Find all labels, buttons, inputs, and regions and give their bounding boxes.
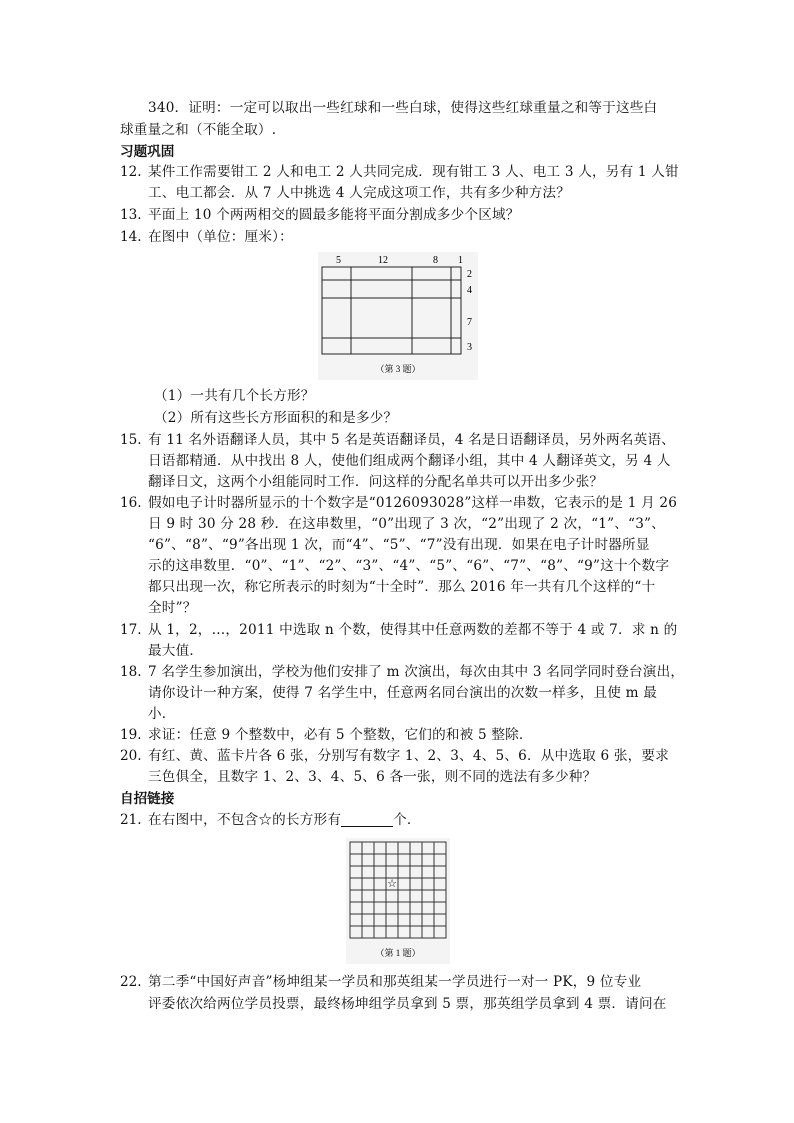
height-label: 3 <box>467 342 472 353</box>
figure-rectangle-grid <box>318 252 478 380</box>
width-label: 5 <box>336 255 341 266</box>
question-number: 18. <box>120 664 142 680</box>
rectangle-grid-svg <box>318 252 478 380</box>
question-16-line-4: 示的这串数里．“0”、“1”、“2”、“3”、“4”、“5”、“6”、“7”、“8”、“9”这十个数字 <box>148 558 670 574</box>
section-heading-practice: 习题巩固 <box>120 144 175 160</box>
question-17-line-1: 从 1，2，…，2011 中选取 n 个数，使得其中任意两数的差都不等于 4 或 7．求 n 的 <box>148 622 678 638</box>
question-14-line-1: 在图中（单位：厘米）： <box>148 229 293 245</box>
square-grid-svg <box>346 838 450 964</box>
question-22-line-1: 第二季“中国好声音”杨坤组某一学员和那英组某一学员进行一对一 PK，9 位专业 <box>148 974 642 990</box>
question-16-line-3: “6”、“8”、“9”各出现 1 次，而“4”、“5”、“7”没有出现．如果在电子计时器所显 <box>148 537 650 553</box>
width-label: 12 <box>378 255 388 266</box>
question-21-text-after: 个． <box>393 812 421 828</box>
height-label: 7 <box>467 317 472 328</box>
question-14-sub-2: （2）所有这些长方形面积的和是多少？ <box>154 410 398 426</box>
intro-line-2: 球重量之和（不能全取）. <box>120 122 277 138</box>
question-number: 22. <box>120 974 142 990</box>
width-label: 8 <box>433 255 438 266</box>
figure-caption: （第 1 题） <box>375 948 421 958</box>
question-12-line-1: 某件工作需要钳工 2 人和电工 2 人共同完成．现有钳工 3 人、电工 3 人，另有 1 人钳 <box>148 164 679 180</box>
question-18-line-2: 请你设计一种方案，使得 7 名学生中，任意两名同台演出的次数一样多，且使 m 最 <box>148 685 658 701</box>
question-21-text-before: 在右图中，不包含☆的长方形有 <box>148 812 342 828</box>
height-label: 4 <box>467 285 472 296</box>
question-18-line-1: 7 名学生参加演出，学校为他们安排了 m 次演出，每次由其中 3 名同学同时登台演出， <box>148 664 685 680</box>
question-number: 16. <box>120 495 142 511</box>
question-15-line-3: 翻译日文，这两个小组能同时工作．问这样的分配名单共可以开出多少张？ <box>148 474 604 490</box>
star-icon: ☆ <box>387 878 397 890</box>
question-number: 17. <box>120 622 142 638</box>
figure-square-grid <box>346 838 450 964</box>
question-number: 13. <box>120 207 142 223</box>
question-number: 14. <box>120 229 142 245</box>
figure-caption: （第 3 题） <box>375 364 421 374</box>
question-16-line-1: 假如电子计时器所显示的十个数字是“0126093028”这样一串数，它表示的是 1 月 26 <box>148 495 678 511</box>
question-20-line-2: 三色俱全，且数字 1、2、3、4、5、6 各一张，则不同的选法有多少种？ <box>148 769 597 785</box>
question-number: 19. <box>120 727 142 743</box>
question-15-line-2: 日语都精通．从中找出 8 人，使他们组成两个翻译小组，其中 4 人翻译英文，另 4 人 <box>148 453 671 469</box>
section-heading-challenge: 自招链接 <box>120 791 175 807</box>
question-number: 15. <box>120 432 142 448</box>
question-16-line-2: 日 9 时 30 分 28 秒．在这串数里，“0”出现了 3 次，“2”出现了 2 次，“1”、“3”、 <box>148 516 665 532</box>
question-22-line-2: 评委依次给两位学员投票，最终杨坤组学员拿到 5 票，那英组学员拿到 4 票．请问在 <box>148 996 667 1012</box>
question-number: 20. <box>120 748 142 764</box>
question-number: 12. <box>120 164 142 180</box>
question-12-line-2: 工、电工都会．从 7 人中挑选 4 人完成这项工作，共有多少种方法？ <box>148 185 571 201</box>
question-15-line-1: 有 11 名外语翻译人员，其中 5 名是英语翻译员，4 名是日语翻译员，另外两名英语、 <box>148 432 675 448</box>
question-16-line-6: 全时”？ <box>148 600 197 616</box>
question-16-line-5: 都只出现一次，称它所表示的时刻为“十全时”．那么 2016 年一共有几个这样的“十 <box>148 579 656 595</box>
question-14-sub-1: （1）一共有几个长方形？ <box>154 388 315 404</box>
question-19-line-1: 求证：任意 9 个整数中，必有 5 个整数，它们的和被 5 整除． <box>148 727 533 743</box>
question-20-line-1: 有红、黄、蓝卡片各 6 张，分别写有数字 1、2、3、4、5、6．从中选取 6 张，要求 <box>148 748 669 764</box>
height-label: 2 <box>467 269 472 280</box>
width-label: 1 <box>458 255 463 266</box>
answer-blank <box>341 812 393 827</box>
question-21-line-1 <box>148 810 421 830</box>
question-18-line-3: 小． <box>148 706 176 722</box>
intro-line-1: 340．证明：一定可以取出一些红球和一些白球，使得这些红球重量之和等于这些白 <box>148 100 658 116</box>
question-17-line-2: 最大值． <box>148 643 204 659</box>
question-number: 21. <box>120 812 142 828</box>
question-13-line-1: 平面上 10 个两两相交的圆最多能将平面分割成多少个区域？ <box>148 207 520 223</box>
